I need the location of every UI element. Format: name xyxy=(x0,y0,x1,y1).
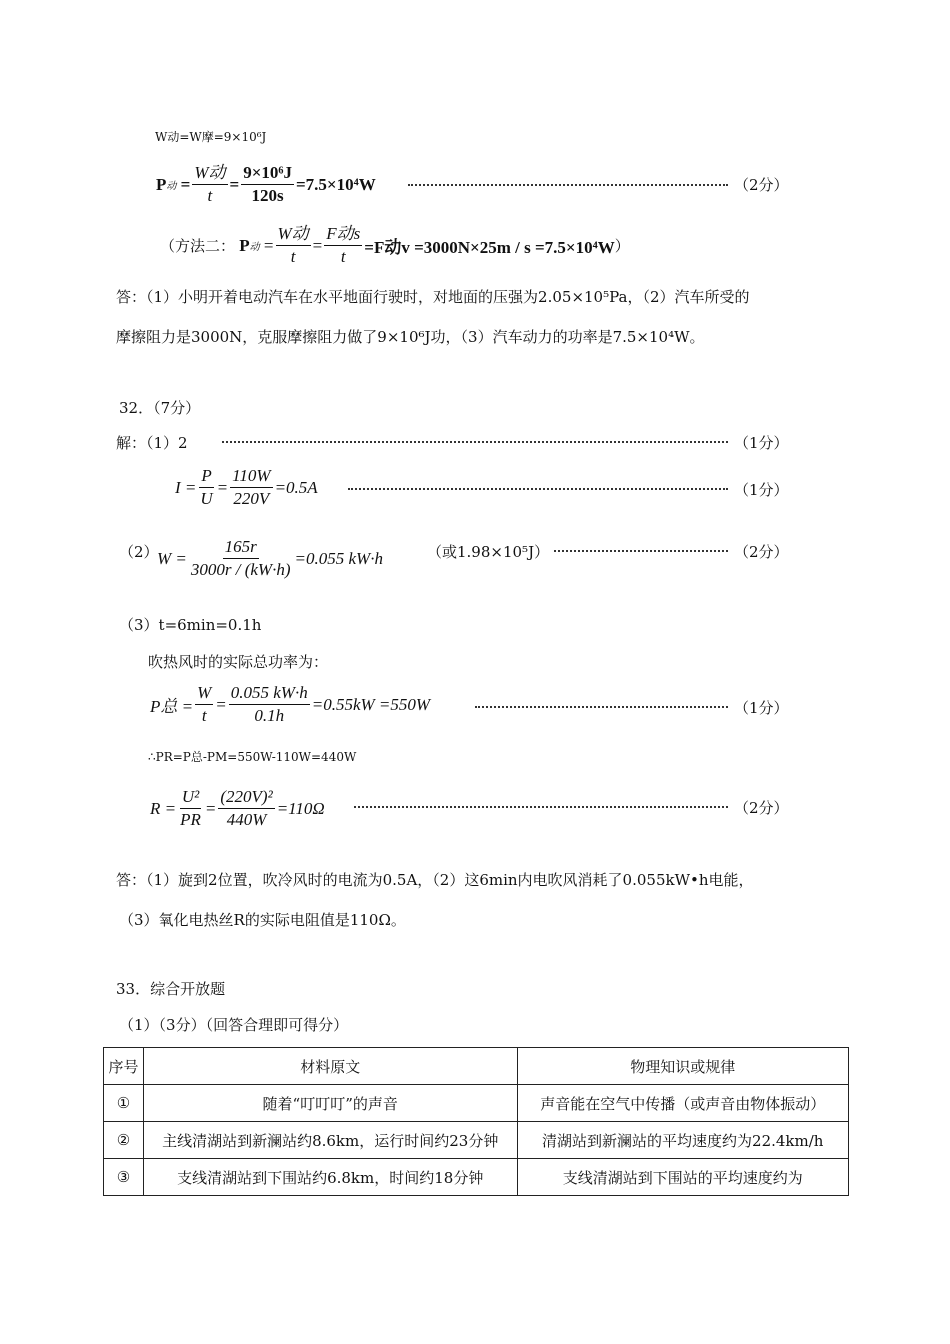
answer-32-line-1: 答：（1）旋到2位置，吹冷风时的电流为0.5A，（2）这6min内电吹风消耗了0.055kW•h电能， xyxy=(116,871,754,889)
current-fraction-2 xyxy=(230,465,272,510)
fraction-numerator: 9×10⁶J xyxy=(241,162,294,185)
total-power-fraction-1 xyxy=(195,682,213,727)
table-header-cell: 材料原文 xyxy=(143,1048,517,1085)
fraction-denominator: 220V xyxy=(233,489,270,508)
solution-32-step-2-label: （2） xyxy=(119,543,159,561)
power-subscript: 动 xyxy=(166,181,177,192)
table-row xyxy=(104,1122,849,1159)
time-conversion: （3）t=6min=0.1h xyxy=(119,616,262,634)
question-33-subheading: （1）（3分）（回答合理即可得分） xyxy=(119,1016,349,1034)
fraction-numerator: W动 xyxy=(192,162,227,185)
fraction-numerator: F动s xyxy=(324,223,362,246)
total-power-result: =0.55kW =550W xyxy=(311,694,431,714)
method-two-fraction-1 xyxy=(276,223,311,268)
fraction-denominator: t xyxy=(207,186,213,205)
dotted-leader xyxy=(348,488,728,490)
current-result: =0.5A xyxy=(274,477,318,497)
power-formula: P 动 = $\frac{\text{W动}}{t}$ = $\frac{\text{9×10⁶J}}{120s}$ =7.5×10⁴W xyxy=(156,163,376,205)
answer-31-line-1: 答：（1）小明开着电动汽车在水平地面行驶时，对地面的压强为2.05×10⁵Pa，（2）汽车所受的 xyxy=(116,288,750,306)
table-cell: 主线清湖站到新澜站约8.6km，运行时间约23分钟 xyxy=(143,1122,517,1159)
total-power-fraction-2 xyxy=(229,682,310,727)
power-result: =7.5×10⁴W xyxy=(295,174,376,194)
resistor-power-line: ∴PR=P总-PM=550W-110W=440W xyxy=(148,750,357,764)
fraction-denominator: 120s xyxy=(251,186,284,205)
fraction-denominator: PR xyxy=(180,810,201,829)
method-two-tail: =F动v =3000N×25m / s =7.5×10⁴W xyxy=(364,238,615,257)
power-symbol: P xyxy=(156,174,167,194)
fraction-denominator: 3000r / (kW·h) xyxy=(190,560,291,579)
current-formula: I = $\frac{P}{U}$ = $\frac{110W}{220V}$ =0.5A xyxy=(175,466,318,508)
energy-formula xyxy=(157,536,383,581)
fraction-denominator: t xyxy=(340,247,346,266)
points-label: （2分） xyxy=(734,543,789,561)
fraction-numerator: 110W xyxy=(230,465,272,488)
table-cell: ③ xyxy=(104,1159,144,1196)
table-header-row xyxy=(104,1048,849,1085)
dotted-leader xyxy=(354,806,728,808)
energy-alt-value: （或1.98×10⁵J） xyxy=(427,543,550,561)
power-intro: 吹热风时的实际总功率为： xyxy=(148,653,329,671)
table-header-cell: 序号 xyxy=(104,1048,144,1085)
resistance-result: =110Ω xyxy=(276,798,325,818)
table-cell: 支线清湖站到下围站约6.8km，时间约18分钟 xyxy=(143,1159,517,1196)
fraction-denominator: U xyxy=(200,489,213,508)
table-cell: 声音能在空气中传播（或声音由物体振动） xyxy=(517,1085,849,1122)
resistance-lhs: R = xyxy=(150,798,177,818)
answer-31-line-2: 摩擦阻力是3000N，克服摩擦阻力做了9×10⁶J功，（3）汽车动力的功率是7.5×10⁴W。 xyxy=(116,328,705,346)
points-label: （2分） xyxy=(734,799,789,817)
fraction-denominator: 440W xyxy=(226,810,267,829)
work-equation-line: W动=W摩=9×10⁶J xyxy=(155,130,267,144)
table-cell: ① xyxy=(104,1085,144,1122)
fraction-numerator: (220V)² xyxy=(218,786,274,809)
fraction-numerator: W xyxy=(195,682,213,705)
energy-lhs: W = xyxy=(157,548,187,568)
fraction-numerator: 165r xyxy=(223,536,259,559)
dotted-leader xyxy=(554,550,728,552)
dotted-leader xyxy=(475,706,728,708)
points-label: （1分） xyxy=(734,434,789,452)
points-label: （1分） xyxy=(734,699,789,717)
table-row xyxy=(104,1159,849,1196)
method-two-label: （方法二： xyxy=(160,239,236,255)
method-two-fraction-2 xyxy=(324,223,362,268)
table-cell: 清湖站到新澜站的平均速度约为22.4km/h xyxy=(517,1122,849,1159)
fraction-numerator: 0.055 kW·h xyxy=(229,682,310,705)
fraction-numerator: W动 xyxy=(276,223,311,246)
points-label: （1分） xyxy=(734,481,789,499)
fraction-denominator: 0.1h xyxy=(254,706,285,725)
table-cell: ② xyxy=(104,1122,144,1159)
answer-32-line-2: （3）氧化电热丝R的实际电阻值是110Ω。 xyxy=(119,911,406,929)
table-header-cell: 物理知识或规律 xyxy=(517,1048,849,1085)
knowledge-table xyxy=(103,1047,849,1196)
resistance-formula: R = $\frac{\text{U²}}{PR}$ = $\frac{\text{(220V)²}}{440W}$ =110Ω xyxy=(150,787,325,829)
resistance-fraction-1 xyxy=(178,786,203,831)
resistance-fraction-2 xyxy=(218,786,274,831)
table-row xyxy=(104,1085,849,1122)
dotted-leader xyxy=(408,184,728,186)
fraction-denominator: t xyxy=(201,706,207,725)
table-cell: 支线清湖站到下围站的平均速度约为 xyxy=(517,1159,849,1196)
points-label: （2分） xyxy=(734,176,789,194)
fraction-numerator: P xyxy=(199,465,213,488)
current-lhs: I = xyxy=(175,477,197,497)
solution-32-step-1: 解：（1）2 xyxy=(116,434,188,452)
power-fraction-2 xyxy=(241,162,294,207)
fraction-denominator: t xyxy=(290,247,296,266)
power-fraction-1 xyxy=(192,162,227,207)
total-power-formula: P总 = $\frac{W}{t}$ = $\frac{0.055 kW\cdot h}{0.1h}$ =0.55kW =550W xyxy=(150,683,431,725)
question-33-heading: 33．综合开放题 xyxy=(116,980,226,998)
method-two-close: ） xyxy=(614,239,630,255)
energy-result: =0.055 kW·h xyxy=(294,548,383,568)
question-32-heading: 32．（7分） xyxy=(119,399,201,417)
energy-fraction xyxy=(189,536,293,581)
total-power-lhs: P总 = xyxy=(150,697,194,716)
fraction-numerator: U² xyxy=(180,786,201,809)
table-cell: 随着“叮叮叮”的声音 xyxy=(143,1085,517,1122)
dotted-leader xyxy=(222,441,728,443)
current-fraction-1 xyxy=(198,465,214,510)
method-two-formula: （方法二： P 动 = $\frac{\text{W动}}{t}$ = $\frac{\text{F动s}}{t}$ =F动v =3000N×25m / s =7.5×10⁴W ） xyxy=(160,224,630,266)
